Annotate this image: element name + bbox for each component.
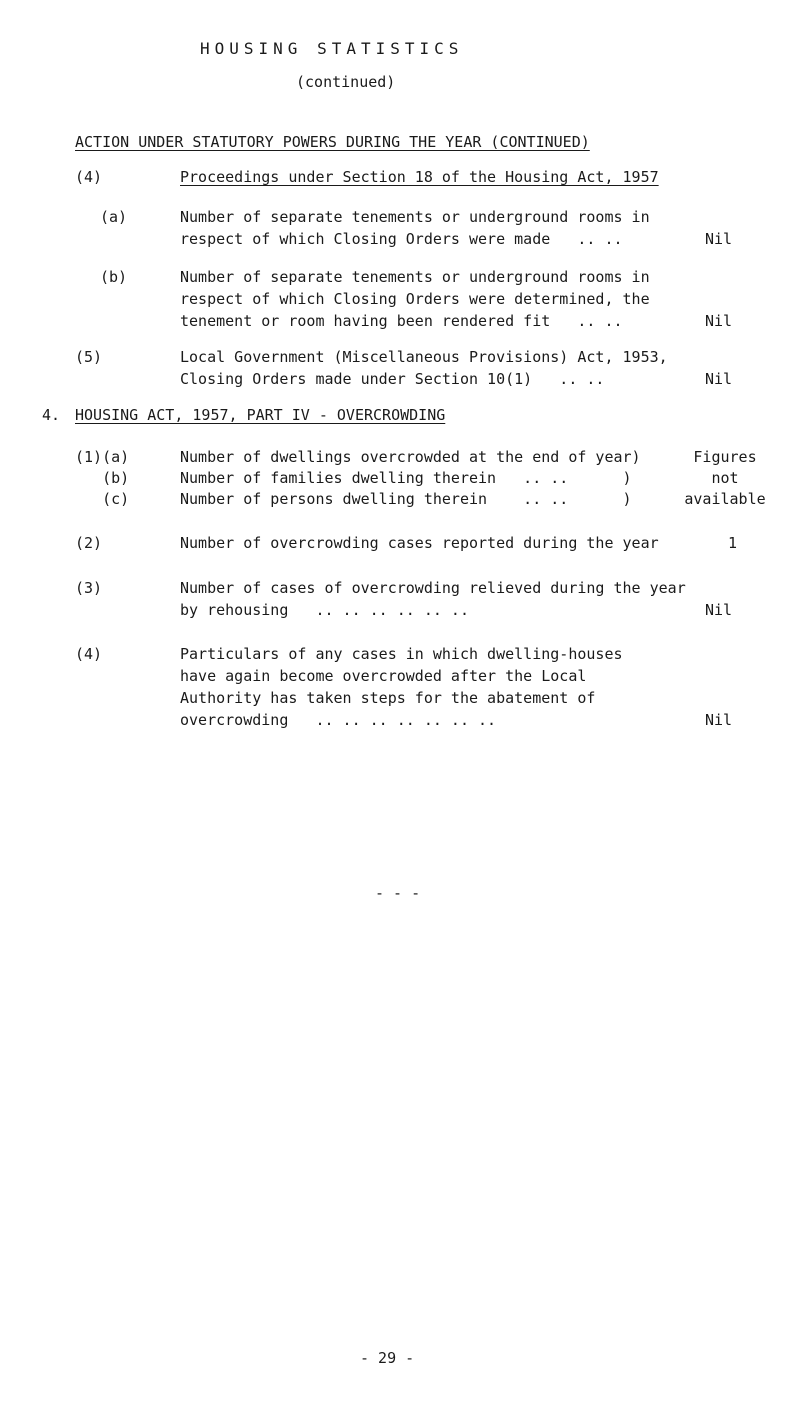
item-text: Closing Orders made under Section 10(1) .. .. (180, 370, 605, 388)
separator: - - - (375, 884, 421, 902)
item-value: Nil (705, 312, 733, 330)
item-text: have again become overcrowded after the Local (180, 667, 587, 685)
page-number: - 29 - (360, 1349, 415, 1367)
item-text: overcrowding .. .. .. .. .. .. .. (180, 711, 497, 729)
item-value: Nil (705, 230, 733, 248)
section-heading-action: ACTION UNDER STATUTORY POWERS DURING THE YEAR (CONTINUED) (75, 133, 590, 151)
item-text: Number of persons dwelling therein .. .. ) (180, 490, 632, 508)
item-number: (2) (75, 534, 103, 552)
item-text: Number of separate tenements or underground rooms in (180, 208, 650, 226)
item-text: Number of overcrowding cases reported during the year (180, 534, 659, 552)
item-text: Number of families dwelling therein .. .. ) (180, 469, 632, 487)
item-value: Nil (705, 601, 733, 619)
item-number: (1)(a) (75, 448, 130, 466)
item-number: (c) (75, 490, 130, 508)
item-number: (b) (75, 469, 130, 487)
item-text: respect of which Closing Orders were made .. .. (180, 230, 623, 248)
page-title: HOUSING STATISTICS (200, 39, 464, 58)
item-number: (4) (75, 168, 103, 186)
item-letter: (b) (100, 268, 128, 286)
item-value: Figures (693, 448, 757, 466)
item-text: Local Government (Miscellaneous Provisions) Act, 1953, (180, 348, 668, 366)
item-text: Particulars of any cases in which dwelling-houses (180, 645, 623, 663)
item-text: Number of dwellings overcrowded at the end of year) (180, 448, 641, 466)
item-letter: (a) (100, 208, 128, 226)
item-number: (4) (75, 645, 103, 663)
item-value: Nil (705, 711, 733, 729)
section-number: 4. (42, 406, 61, 424)
item-text: Authority has taken steps for the abatement of (180, 689, 596, 707)
item-text: tenement or room having been rendered fit .. .. (180, 312, 623, 330)
item-text: respect of which Closing Orders were determined, the (180, 290, 650, 308)
item-value: Nil (705, 370, 733, 388)
item-text: Number of cases of overcrowding relieved during the year (180, 579, 686, 597)
item-value: not (711, 469, 739, 487)
item-value: 1 (728, 534, 738, 552)
item-value: available (684, 490, 766, 508)
item-number: (5) (75, 348, 103, 366)
section-heading-overcrowding: HOUSING ACT, 1957, PART IV - OVERCROWDING (75, 406, 446, 424)
item-text: Number of separate tenements or underground rooms in (180, 268, 650, 286)
item-text: by rehousing .. .. .. .. .. .. (180, 601, 469, 619)
item-number: (3) (75, 579, 103, 597)
subsection-heading: Proceedings under Section 18 of the Housing Act, 1957 (180, 168, 659, 186)
page-subtitle: (continued) (296, 73, 396, 91)
